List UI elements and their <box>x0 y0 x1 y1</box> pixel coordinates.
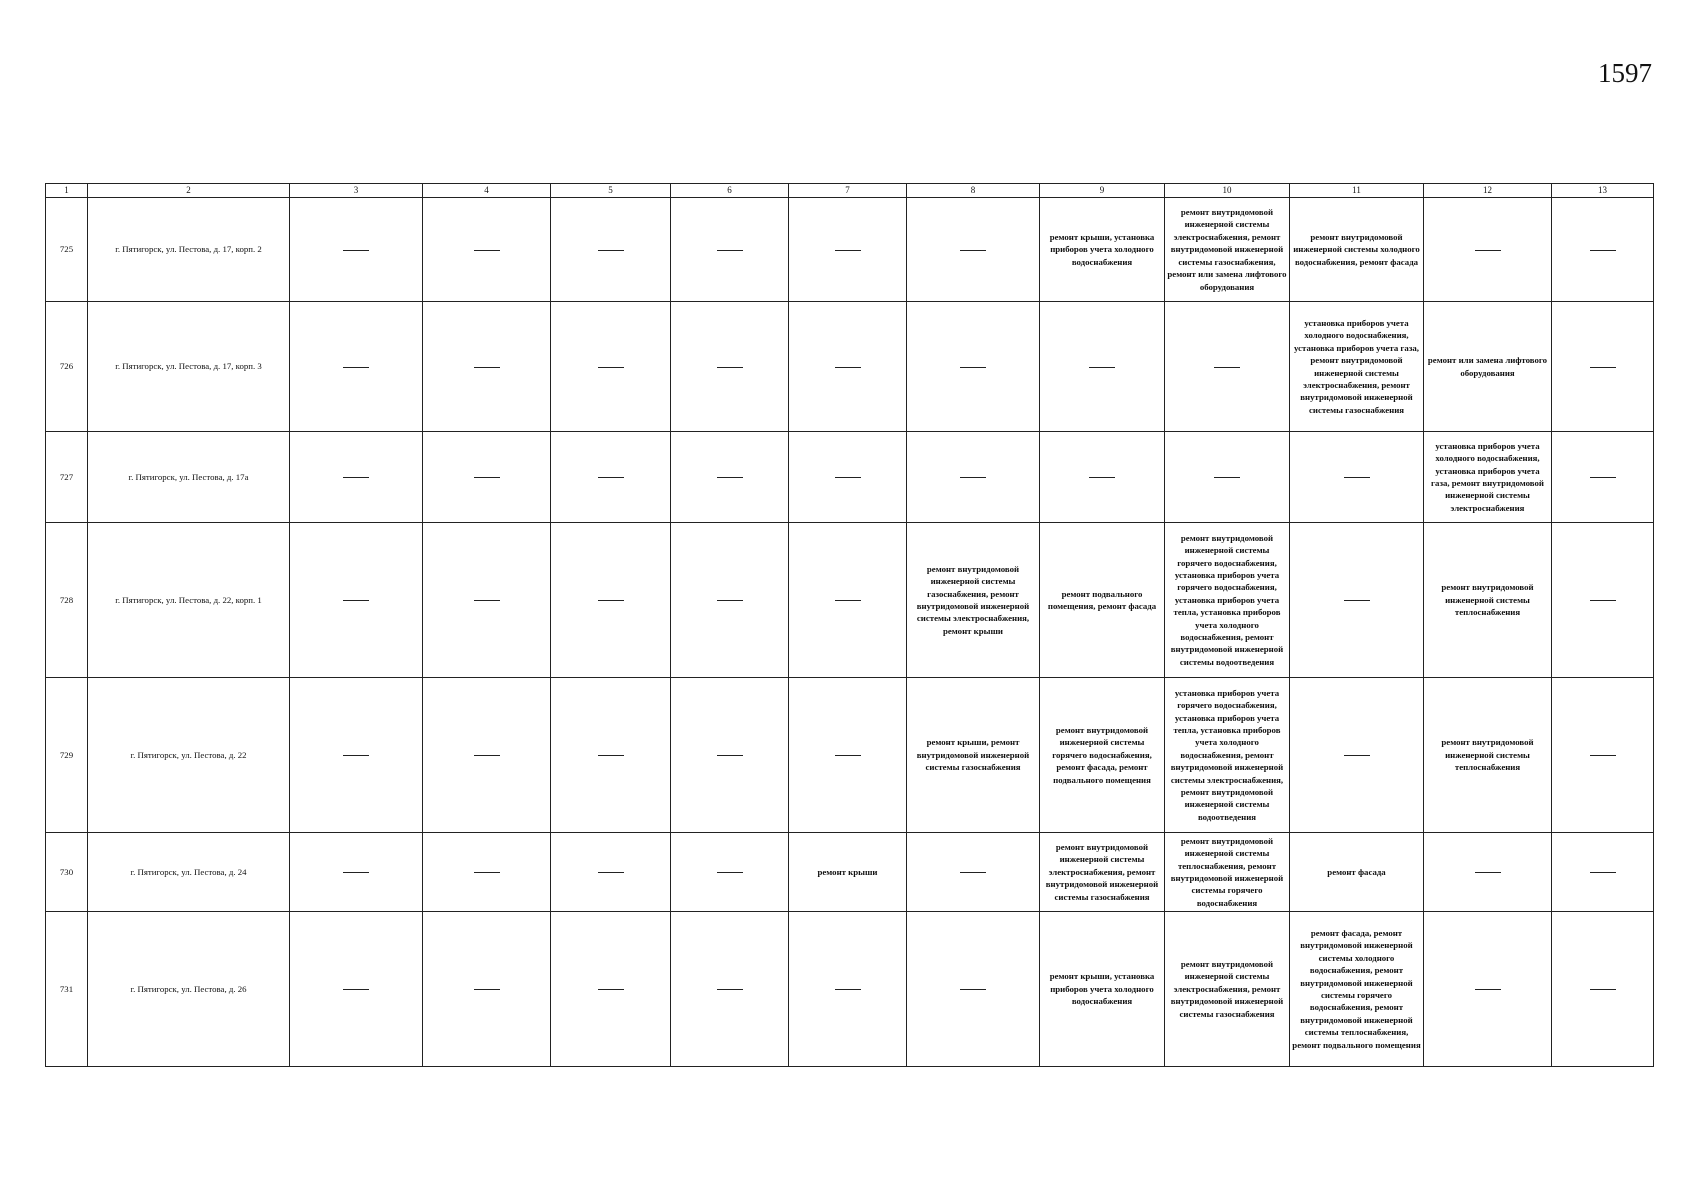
work-description: ремонт внутридомовой инженерной системы газоснабжения, ремонт внутридомовой инженерной системы электроснабжения, ремонт крыши <box>916 563 1030 636</box>
empty-cell <box>1552 678 1654 833</box>
dash-mark <box>1590 872 1616 873</box>
empty-cell <box>423 833 551 912</box>
work-description-cell <box>1040 523 1165 678</box>
dash-mark <box>1475 872 1501 873</box>
work-description-cell <box>1424 523 1552 678</box>
dash-mark <box>1590 600 1616 601</box>
dash-mark <box>598 477 624 478</box>
dash-mark <box>474 755 500 756</box>
empty-cell <box>551 302 671 432</box>
dash-mark <box>717 367 743 368</box>
empty-cell <box>789 432 907 523</box>
empty-cell <box>290 833 423 912</box>
work-description-cell <box>1040 678 1165 833</box>
empty-cell <box>907 432 1040 523</box>
dash-mark <box>474 600 500 601</box>
address-cell: г. Пятигорск, ул. Пестова, д. 17, корп. 3 <box>88 302 290 432</box>
row-number: 727 <box>46 432 88 523</box>
work-description: ремонт или замена лифтового оборудования <box>1427 355 1548 378</box>
row-number: 731 <box>46 912 88 1067</box>
column-number-6: 6 <box>671 184 789 198</box>
empty-cell <box>551 432 671 523</box>
dash-mark <box>474 477 500 478</box>
empty-cell <box>423 198 551 302</box>
empty-cell <box>1552 432 1654 523</box>
empty-cell <box>290 198 423 302</box>
empty-cell <box>290 302 423 432</box>
address-cell: г. Пятигорск, ул. Пестова, д. 26 <box>88 912 290 1067</box>
dash-mark <box>1590 989 1616 990</box>
empty-cell <box>671 302 789 432</box>
dash-mark <box>474 367 500 368</box>
work-description: установка приборов учета горячего водоснабжения, установка приборов учета тепла, установка приборов учета холодного водоснабжения, ремонт внутридомовой инженерной системы электроснабжения, ремонт внутридомовой инженерной системы водоотведения <box>1170 687 1284 822</box>
empty-cell <box>1552 523 1654 678</box>
empty-cell <box>1552 912 1654 1067</box>
empty-cell <box>1552 198 1654 302</box>
work-description: ремонт внутридомовой инженерной системы теплоснабжения <box>1441 582 1534 618</box>
work-description-cell <box>1290 912 1424 1067</box>
column-number-12: 12 <box>1424 184 1552 198</box>
dash-mark <box>343 872 369 873</box>
work-description-cell <box>1165 912 1290 1067</box>
work-description-cell <box>907 678 1040 833</box>
address-cell: г. Пятигорск, ул. Пестова, д. 17а <box>88 432 290 523</box>
dash-mark <box>960 477 986 478</box>
empty-cell <box>1552 833 1654 912</box>
dash-mark <box>835 367 861 368</box>
dash-mark <box>1214 477 1240 478</box>
empty-cell <box>551 678 671 833</box>
empty-cell <box>789 198 907 302</box>
empty-cell <box>907 198 1040 302</box>
work-description: установка приборов учета холодного водоснабжения, установка приборов учета газа, ремонт внутридомовой инженерной системы электроснабжения, ремонт внутридомовой инженерной системы газоснабжения <box>1294 317 1419 415</box>
work-description-cell <box>1165 198 1290 302</box>
work-description: ремонт внутридомовой инженерной системы электроснабжения, ремонт внутридомовой инженерной системы газоснабжения, ремонт или замена лифтового оборудования <box>1167 207 1287 292</box>
work-description: ремонт внутридомовой инженерной системы теплоснабжения, ремонт внутридомовой инженерной системы горячего водоснабжения <box>1170 835 1284 908</box>
empty-cell <box>907 833 1040 912</box>
empty-cell <box>290 912 423 1067</box>
row-number: 726 <box>46 302 88 432</box>
work-description: ремонт крыши, установка приборов учета холодного водоснабжения <box>1049 231 1155 267</box>
dash-mark <box>598 250 624 251</box>
work-description: ремонт внутридомовой инженерной системы горячего водоснабжения, установка приборов учета горячего водоснабжения, установка приборов учета тепла, установка приборов учета холодного водоснабжения, ремонт внутридомовой инженерной системы водоотведения <box>1170 532 1284 667</box>
dash-mark <box>960 250 986 251</box>
empty-cell <box>1040 302 1165 432</box>
table-row <box>46 833 1654 912</box>
dash-mark <box>717 477 743 478</box>
empty-cell <box>423 523 551 678</box>
column-number-11: 11 <box>1290 184 1424 198</box>
dash-mark <box>1344 755 1370 756</box>
work-description: ремонт внутридомовой инженерной системы электроснабжения, ремонт внутридомовой инженерной системы газоснабжения <box>1170 958 1284 1019</box>
empty-cell <box>671 198 789 302</box>
dash-mark <box>960 367 986 368</box>
dash-mark <box>1344 600 1370 601</box>
dash-mark <box>343 477 369 478</box>
work-description: ремонт внутридомовой инженерной системы электроснабжения, ремонт внутридомовой инженерной системы газоснабжения <box>1045 841 1159 902</box>
column-number-3: 3 <box>290 184 423 198</box>
empty-cell <box>1040 432 1165 523</box>
dash-mark <box>1214 367 1240 368</box>
work-description-cell <box>1040 912 1165 1067</box>
empty-cell <box>1424 833 1552 912</box>
column-number-7: 7 <box>789 184 907 198</box>
table-row <box>46 432 1654 523</box>
dash-mark <box>598 755 624 756</box>
empty-cell <box>551 912 671 1067</box>
dash-mark <box>474 989 500 990</box>
work-description-cell <box>1040 833 1165 912</box>
empty-cell <box>1290 523 1424 678</box>
empty-cell <box>290 678 423 833</box>
dash-mark <box>1344 477 1370 478</box>
dash-mark <box>598 367 624 368</box>
empty-cell <box>1424 912 1552 1067</box>
dash-mark <box>343 250 369 251</box>
dash-mark <box>717 600 743 601</box>
page-number: 1597 <box>1598 58 1652 88</box>
dash-mark <box>1475 989 1501 990</box>
work-description-cell <box>907 523 1040 678</box>
empty-cell <box>671 678 789 833</box>
column-number-10: 10 <box>1165 184 1290 198</box>
dash-mark <box>598 872 624 873</box>
empty-cell <box>1552 302 1654 432</box>
row-number: 728 <box>46 523 88 678</box>
dash-mark <box>1089 477 1115 478</box>
table-row <box>46 302 1654 432</box>
dash-mark <box>717 250 743 251</box>
dash-mark <box>835 755 861 756</box>
work-description: установка приборов учета холодного водоснабжения, установка приборов учета газа, ремонт внутридомовой инженерной системы электроснабжения <box>1431 440 1544 513</box>
work-description-cell <box>1165 523 1290 678</box>
table-row <box>46 523 1654 678</box>
work-description-cell <box>1290 833 1424 912</box>
table-row <box>46 912 1654 1067</box>
work-description: ремонт крыши <box>817 866 878 877</box>
dash-mark <box>1089 367 1115 368</box>
empty-cell <box>789 523 907 678</box>
dash-mark <box>474 250 500 251</box>
work-description: ремонт внутридомовой инженерной системы горячего водоснабжения, ремонт фасада, ремонт подвального помещения <box>1052 724 1152 785</box>
work-description-cell <box>1165 678 1290 833</box>
address-cell: г. Пятигорск, ул. Пестова, д. 22 <box>88 678 290 833</box>
address-cell: г. Пятигорск, ул. Пестова, д. 24 <box>88 833 290 912</box>
empty-cell <box>671 833 789 912</box>
empty-cell <box>290 523 423 678</box>
column-number-5: 5 <box>551 184 671 198</box>
empty-cell <box>1290 432 1424 523</box>
empty-cell <box>423 678 551 833</box>
dash-mark <box>717 872 743 873</box>
work-description-cell <box>1290 302 1424 432</box>
column-number-row <box>46 184 1654 198</box>
column-number-9: 9 <box>1040 184 1165 198</box>
dash-mark <box>343 989 369 990</box>
work-description: ремонт внутридомовой инженерной системы холодного водоснабжения, ремонт фасада <box>1293 231 1420 267</box>
work-description: ремонт фасада, ремонт внутридомовой инженерной системы холодного водоснабжения, ремонт внутридомовой инженерной системы горячего водоснабжения, ремонт внутридомовой инженерной системы теплоснабжения, ремонт подвального помещения <box>1292 927 1421 1050</box>
work-description-cell <box>1165 833 1290 912</box>
dash-mark <box>1590 755 1616 756</box>
empty-cell <box>290 432 423 523</box>
column-number-2: 2 <box>88 184 290 198</box>
empty-cell <box>671 523 789 678</box>
empty-cell <box>671 912 789 1067</box>
work-description-cell <box>1290 198 1424 302</box>
work-description-cell <box>1424 302 1552 432</box>
column-number-8: 8 <box>907 184 1040 198</box>
row-number: 729 <box>46 678 88 833</box>
empty-cell <box>551 833 671 912</box>
dash-mark <box>835 477 861 478</box>
address-cell: г. Пятигорск, ул. Пестова, д. 22, корп. 1 <box>88 523 290 678</box>
work-description: ремонт крыши, ремонт внутридомовой инженерной системы газоснабжения <box>916 737 1030 773</box>
empty-cell <box>789 678 907 833</box>
work-description-cell <box>1040 198 1165 302</box>
dash-mark <box>835 600 861 601</box>
dash-mark <box>835 250 861 251</box>
row-number: 730 <box>46 833 88 912</box>
empty-cell <box>423 912 551 1067</box>
row-number: 725 <box>46 198 88 302</box>
table-row <box>46 198 1654 302</box>
work-description: ремонт внутридомовой инженерной системы теплоснабжения <box>1441 737 1534 773</box>
dash-mark <box>960 872 986 873</box>
column-number-4: 4 <box>423 184 551 198</box>
dash-mark <box>1590 367 1616 368</box>
dash-mark <box>1475 250 1501 251</box>
empty-cell <box>789 302 907 432</box>
work-description: ремонт подвального помещения, ремонт фасада <box>1047 588 1157 611</box>
address-cell: г. Пятигорск, ул. Пестова, д. 17, корп. 2 <box>88 198 290 302</box>
dash-mark <box>717 755 743 756</box>
dash-mark <box>343 755 369 756</box>
table-body <box>46 184 1654 1067</box>
empty-cell <box>551 523 671 678</box>
empty-cell <box>423 302 551 432</box>
empty-cell <box>907 302 1040 432</box>
dash-mark <box>343 600 369 601</box>
empty-cell <box>671 432 789 523</box>
dash-mark <box>717 989 743 990</box>
empty-cell <box>551 198 671 302</box>
empty-cell <box>1165 302 1290 432</box>
empty-cell <box>423 432 551 523</box>
work-description-cell <box>1424 432 1552 523</box>
dash-mark <box>1590 250 1616 251</box>
dash-mark <box>960 989 986 990</box>
work-description-cell <box>789 833 907 912</box>
work-description-cell <box>1424 678 1552 833</box>
dash-mark <box>598 600 624 601</box>
table-row <box>46 678 1654 833</box>
dash-mark <box>598 989 624 990</box>
empty-cell <box>1165 432 1290 523</box>
column-number-1: 1 <box>46 184 88 198</box>
empty-cell <box>1290 678 1424 833</box>
empty-cell <box>789 912 907 1067</box>
work-description: ремонт фасада <box>1327 866 1386 877</box>
dash-mark <box>1590 477 1616 478</box>
dash-mark <box>343 367 369 368</box>
repair-schedule-table <box>45 183 1654 1067</box>
empty-cell <box>1424 198 1552 302</box>
dash-mark <box>835 989 861 990</box>
work-description: ремонт крыши, установка приборов учета холодного водоснабжения <box>1049 971 1155 1007</box>
empty-cell <box>907 912 1040 1067</box>
column-number-13: 13 <box>1552 184 1654 198</box>
dash-mark <box>474 872 500 873</box>
